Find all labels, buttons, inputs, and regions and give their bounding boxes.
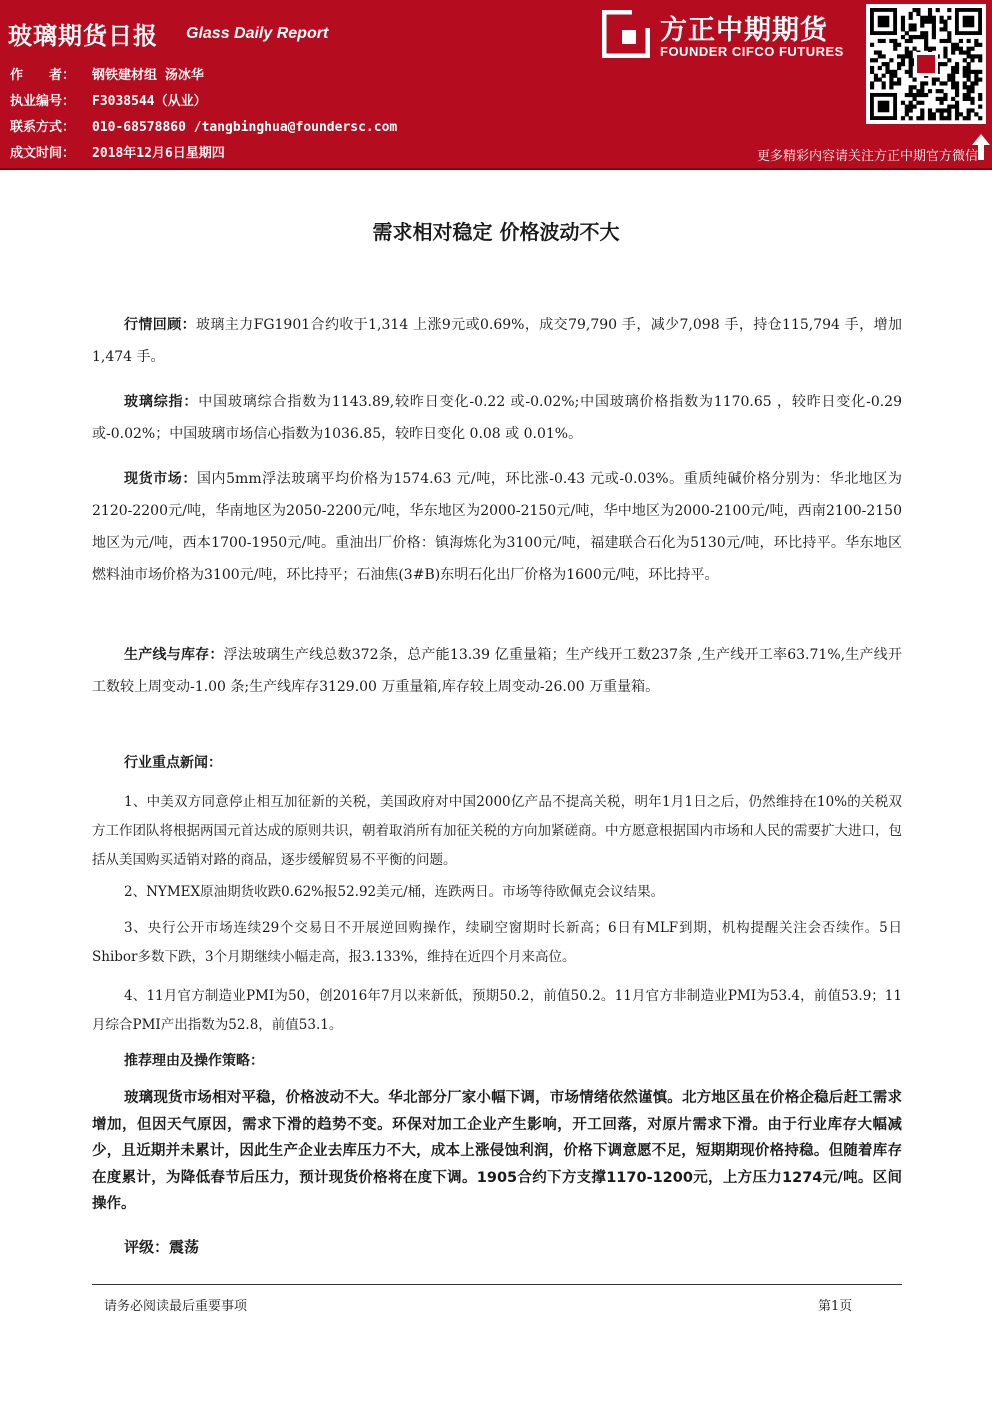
meta-value: 钢铁建材组 汤冰华 bbox=[92, 68, 204, 83]
section-glass-index bbox=[92, 386, 902, 450]
section-spot-market bbox=[92, 463, 902, 591]
meta-value: F3038544（从业） bbox=[92, 94, 207, 109]
rating: 评级：震荡 bbox=[124, 1238, 200, 1256]
strategy-heading: 推荐理由及操作策略： bbox=[124, 1053, 264, 1069]
report-header bbox=[0, 0, 992, 168]
meta-license bbox=[10, 90, 207, 109]
meta-author bbox=[10, 64, 204, 83]
section-text: 中国玻璃综合指数为1143.89,较昨日变化-0.22 或-0.02%;中国玻璃价格指数为1170.65 ，较昨日变化-0.29 或-0.02%；中国玻璃市场信心指数为1036.85，较昨日变化 0.08 或 0.01%。 bbox=[92, 394, 902, 442]
meta-label: 成文时间： bbox=[10, 146, 76, 161]
section-label: 生产线与库存： bbox=[124, 647, 224, 663]
news-item: 3、央行公开市场连续29个交易日不开展逆回购操作，续刷空窗期时长新高；6日有MLF到期，机构提醒关注会否续作。5日Shibor多数下跌，3个月期继续小幅走高，报3.133%，维持在近四个月来高位。 bbox=[92, 920, 902, 965]
news-heading: 行业重点新闻： bbox=[124, 755, 222, 771]
qr-code-image bbox=[866, 4, 986, 124]
section-label: 行情回顾： bbox=[124, 317, 197, 333]
meta-label: 作 者： bbox=[10, 68, 76, 83]
logo-text-cn: 方正中期期货 bbox=[660, 15, 828, 46]
news-item: 2、NYMEX原油期货收跌0.62%报52.92美元/桶，连跌两日。市场等待欧佩克会议结果。 bbox=[124, 884, 665, 900]
logo-text-en: FOUNDER CIFCO FUTURES bbox=[660, 44, 844, 59]
section-text: 浮法玻璃生产线总数372条，总产能13.39 亿重量箱；生产线开工数237条 ,生产线开工率63.71%,生产线开工数较上周变动-1.00 条;生产线库存3129.00 万重量箱,库存较上周变动-26.00 万重量箱。 bbox=[92, 647, 903, 695]
footer-notice: 请务必阅读最后重要事项 bbox=[104, 1299, 248, 1314]
page-number: 第1页 bbox=[818, 1299, 853, 1314]
strategy-text: 玻璃现货市场相对平稳，价格波动不大。华北部分厂家小幅下调，市场情绪依然谨慎。北方地区虽在价格企稳后赶工需求增加，但因天气原因，需求下滑的趋势不变。环保对加工企业产生影响，开工回落，对原片需求下滑。由于行业库存大幅减少，且近期并未累计，因此生产企业去库压力不大，成本上涨侵蚀利润，价格下调意愿不足，短期期现价格持稳。但随着库存在度累计，为降低春节后压力，预计现货价格将在度下调。1905合约下方支撑1170-1200元，上方压力1274元/吨。区间操作。 bbox=[92, 1090, 902, 1212]
header-divider bbox=[0, 168, 992, 170]
qr-code-icon bbox=[866, 4, 986, 124]
meta-label: 执业编号： bbox=[10, 94, 76, 109]
arrow-up-icon bbox=[972, 134, 990, 160]
meta-date bbox=[10, 142, 225, 161]
founder-logo-icon bbox=[602, 10, 650, 58]
section-text: 国内5mm浮法玻璃平均价格为1574.63 元/吨，环比涨-0.43 元或-0.03%。重质纯碱价格分别为：华北地区为2120-2200元/吨，华南地区为2050-2200元/吨，华东地区为2000-2150元/吨，华中地区为2000-2100元/吨，西南2100-2150地区为元/吨，西本1700-1950元/吨。重油出厂价格：镇海炼化为3100元/吨，福建联合石化为5130元/吨，环比持平。华东地区燃料油市场价格为3100元/吨，环比持平；石油焦(3#B)东明石化出厂价格为1600元/吨，环比持平。 bbox=[92, 471, 903, 583]
section-text: 玻璃主力FG1901合约收于1,314 上涨9元或0.69%，成交79,790 手，减少7,098 手，持仓115,794 手，增加1,474 手。 bbox=[92, 317, 903, 365]
report-title: 玻璃期货日报 bbox=[8, 22, 158, 50]
meta-value: 010-68578860 /tangbinghua@foundersc.com bbox=[92, 120, 398, 135]
section-label: 现货市场： bbox=[124, 471, 197, 487]
meta-label: 联系方式： bbox=[10, 120, 76, 135]
section-label: 玻璃综指： bbox=[124, 394, 199, 410]
document-title: 需求相对稳定 价格波动不大 bbox=[372, 220, 620, 244]
report-title-en: Glass Daily Report bbox=[186, 25, 329, 42]
meta-contact bbox=[10, 116, 397, 135]
footer-rule bbox=[92, 1284, 902, 1285]
follow-wechat-text: 更多精彩内容请关注方正中期官方微信 bbox=[756, 149, 978, 164]
section-production-inventory bbox=[92, 639, 902, 703]
company-logo bbox=[602, 4, 862, 66]
news-item: 4、11月官方制造业PMI为50，创2016年7月以来新低，预期50.2，前值50.2。11月官方非制造业PMI为53.4，前值53.9；11月综合PMI产出指数为52.8，前值53.1。 bbox=[92, 988, 902, 1033]
section-market-review bbox=[92, 309, 902, 373]
meta-value: 2018年12月6日星期四 bbox=[92, 146, 225, 161]
news-item: 1、中美双方同意停止相互加征新的关税，美国政府对中国2000亿产品不提高关税，明年1月1日之后，仍然维持在10%的关税双方工作团队将根据两国元首达成的原则共识，朝着取消所有加征关税的方向加紧磋商。中方愿意根据国内市场和人民的需要扩大进口，包括从美国购买适销对路的商品，逐步缓解贸易不平衡的问题。 bbox=[92, 794, 902, 868]
